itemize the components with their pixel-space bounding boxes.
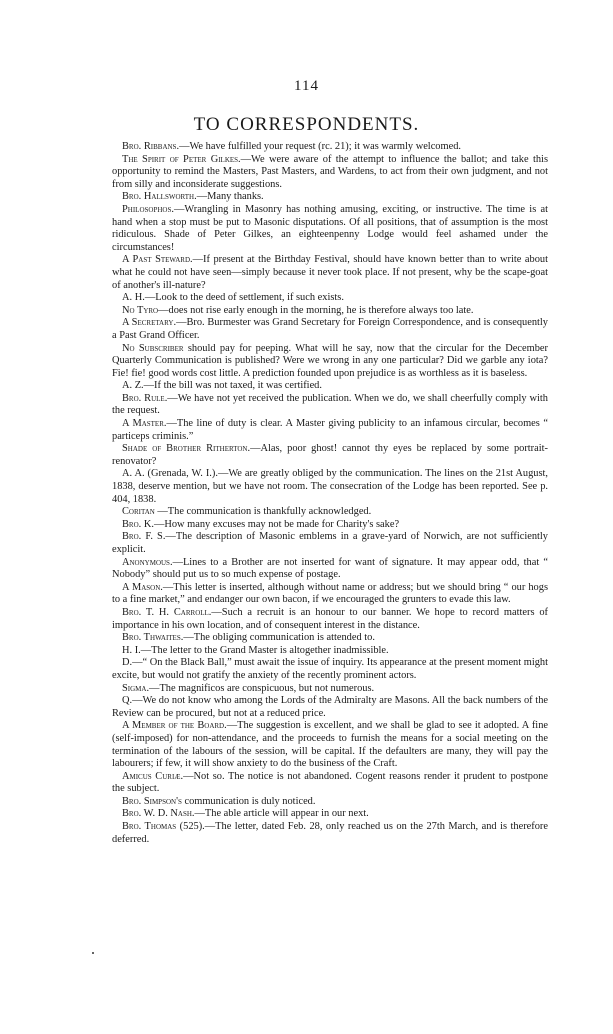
correspondent-name: D.	[122, 657, 133, 669]
correspondent-entry	[112, 557, 548, 582]
correspondent-entry	[112, 582, 548, 607]
correspondent-reply: —does not rise early enough in the morning, he is therefore always too late.	[158, 304, 474, 316]
correspondent-reply: —Lines to a Brother are not inserted for want of signature. It may appear odd, that “ Nobody” should put us to so much expense of postage.	[112, 556, 548, 581]
correspondent-entry	[112, 343, 548, 381]
correspondent-reply: —Not so. The notice is not abandoned. Cogent reasons render it prudent to postpone the subject.	[112, 770, 548, 795]
correspondent-reply: (525).—The letter, dated Feb. 28, only reached us on the 27th March, and is therefore deferred.	[112, 821, 548, 845]
correspondent-reply: —Bro. Burmester was Grand Secretary for Foreign Correspondence, and is consequently a Past Grand Officer.	[112, 317, 549, 341]
correspondent-reply: —The communication is thankfully acknowledged.	[154, 506, 372, 518]
correspondent-reply: —If the bill was not taxed, it was certified.	[143, 380, 322, 392]
correspondent-entry	[112, 443, 548, 468]
correspondent-entry	[112, 254, 548, 292]
correspondent-name: Bro. K.	[122, 518, 154, 530]
correspondent-entry	[112, 821, 548, 846]
correspondent-reply: —Look to the deed of settlement, if such exists.	[144, 292, 344, 304]
correspondent-reply: —If present at the Birthday Festival, should have known better than to write about what he could not have seen—simply because it never took place. If not present, why be the scape-goat of another's ill-nature?	[112, 254, 548, 291]
correspondent-entry	[112, 393, 548, 418]
correspondent-reply: —This letter is inserted, although without name or address; but we should bring “ our hogs to a fine market,” and endanger our own bacon, if we encouraged the grunters to evade this law.	[112, 581, 548, 606]
page-number: 114	[294, 78, 319, 94]
correspondent-reply: —How many excuses may not be made for Charity's sake?	[153, 518, 400, 530]
correspondent-entry	[112, 418, 548, 443]
correspondent-name: A Past Steward.	[122, 254, 193, 266]
correspondent-reply: —We have not yet received the publication. When we do, we shall cheerfully comply with the request.	[112, 392, 548, 417]
correspondent-entry	[112, 141, 548, 154]
correspondent-name: Q.	[122, 695, 133, 707]
correspondent-reply: communication is duly noticed.	[181, 795, 316, 807]
correspondent-name: A Secretary.	[122, 317, 177, 329]
correspondent-name: Bro. Simpson's	[122, 795, 182, 807]
correspondent-reply: —We were aware of the attempt to influence the ballot; and take this opportunity to remind the Masters, Past Masters, and Wardens, to act from their own judgment, and not from silly and inconsiderate suggestions.	[112, 153, 548, 190]
correspondent-name: Amicus Curiæ.	[122, 770, 184, 782]
correspondent-reply: —We have fulfilled your request (rc. 21); it was warmly welcomed.	[179, 141, 461, 152]
correspondent-reply: —The suggestion is excellent, and we shall be glad to see it adopted. A fine (self-imposed) for non-attendance, and the proceeds to furnish the means for a social meeting on the termination of the labours of the session, will be capital. If the defaulters are many, they will pay the labourers; if few, it will show anxiety to do the business of the Craft.	[112, 720, 549, 770]
correspondent-name: A Master.	[122, 418, 167, 430]
correspondent-name: A. A.	[122, 468, 145, 480]
correspondent-entry	[112, 380, 548, 393]
correspondents-list	[112, 141, 548, 846]
correspondent-name: No Subscriber	[122, 342, 184, 354]
correspondent-reply: —Wrangling in Masonry has nothing amusing, exciting, or instructive. The time is at hand when a stop must be put to Masonic disputations. Of all positions, that of assumption is the most ridiculous. Shade of Peter Gilkes, an eighteenpenny Lodge would feel ashamed under the circumstances!	[112, 203, 548, 253]
correspondent-reply: —The able article will appear in our next.	[194, 808, 369, 820]
correspondent-reply: should pay for peeping. What will he say, now that the circular for the December Quarterly Communication is published? Were we wrong in any one particular? Did we garble any iota? Fie! fie! good words cost little. A prediction founded upon prejudice is as worthless as it is baseless.	[112, 342, 548, 379]
correspondent-name: Bro. Rule.	[122, 392, 168, 404]
correspondent-reply: —The line of duty is clear. A Master giving publicity to an infamous circular, becomes “ particeps criminis.”	[112, 418, 548, 442]
correspondent-name: Bro. Ribbans.	[122, 141, 180, 152]
correspondent-name: The Spirit of Peter Gilkes.	[122, 153, 241, 165]
correspondent-name: Philosophos.	[122, 203, 174, 215]
correspondent-entry	[112, 632, 548, 645]
correspondent-entry	[112, 292, 548, 305]
correspondent-name: Bro. Thomas	[122, 821, 177, 833]
correspondent-name: Bro. Thwaites.	[122, 632, 184, 644]
correspondent-reply: —“ On the Black Ball,” must await the issue of inquiry. Its appearance at the present moment might excite, but would not gratify the anxiety of the recently prominent actors.	[112, 657, 548, 681]
correspondent-entry	[112, 695, 548, 720]
correspondent-name: Anonymous.	[122, 556, 173, 568]
correspondent-name: A Member of the Board.	[122, 720, 227, 732]
correspondent-reply: —Many thanks.	[196, 191, 264, 203]
correspondent-entry	[112, 191, 548, 204]
correspondent-reply: —The letter to the Grand Master is altogether inadmissible.	[140, 644, 389, 656]
correspondent-entry	[112, 607, 548, 632]
correspondent-entry	[112, 506, 548, 519]
correspondent-entry	[112, 771, 548, 796]
correspondent-name: Shade of Brother Ritherton.	[122, 443, 251, 455]
correspondent-entry	[112, 657, 548, 682]
correspondent-name: Bro. W. D. Nash.	[122, 808, 195, 820]
correspondent-entry	[112, 808, 548, 821]
correspondent-reply: (Grenada, W. I.).—We are greatly obliged by the communication. The lines on the 21st August, 1838, deserve mention, but we have not room. The consecration of the Lodge has been reported. See p. 404, 1838.	[112, 468, 548, 505]
correspondent-reply: —Alas, poor ghost! cannot thy eyes be replaced by some portrait-renovator?	[112, 443, 548, 467]
correspondent-name: A. Z.	[122, 380, 144, 392]
correspondent-reply: —The magnificos are conspicuous, but not numerous.	[149, 682, 375, 694]
correspondent-reply: —Such a recruit is an honour to our banner. We hope to record matters of importance in his own location, and of consequent interest in the distance.	[112, 606, 548, 631]
correspondent-name: A. H.	[122, 292, 145, 304]
correspondent-name: No Tyro	[122, 304, 159, 316]
correspondent-name: H. I.	[122, 644, 141, 656]
correspondent-reply: —The description of Masonic emblems in a grave-yard of Norwich, are not sufficiently explicit.	[112, 531, 548, 555]
correspondent-name: A Mason.	[122, 581, 163, 593]
correspondent-name: Bro. T. H. Carroll.	[122, 606, 212, 618]
correspondent-entry	[112, 154, 548, 192]
correspondent-name: Sigma.	[122, 682, 150, 694]
correspondent-entry	[112, 720, 548, 770]
correspondent-name: Coritan	[122, 506, 155, 518]
correspondent-entry	[112, 468, 548, 506]
correspondent-entry	[112, 796, 548, 809]
correspondent-reply: —The obliging communication is attended to.	[183, 632, 375, 644]
correspondent-entry	[112, 305, 548, 318]
correspondent-entry	[112, 531, 548, 556]
correspondent-entry	[112, 645, 548, 658]
correspondent-name: Bro. Hallsworth.	[122, 191, 197, 203]
correspondent-entry	[112, 519, 548, 532]
correspondent-entry	[112, 204, 548, 254]
correspondent-entry	[112, 317, 548, 342]
margin-dot	[92, 952, 94, 954]
correspondent-entry	[112, 683, 548, 696]
correspondent-reply: —We do not know who among the Lords of the Admiralty are Masons. All the back numbers of the Review can be procured, but not at a reduced price.	[112, 695, 548, 719]
correspondent-name: Bro. F. S.	[122, 531, 166, 543]
page-title: TO CORRESPONDENTS.	[193, 114, 420, 135]
